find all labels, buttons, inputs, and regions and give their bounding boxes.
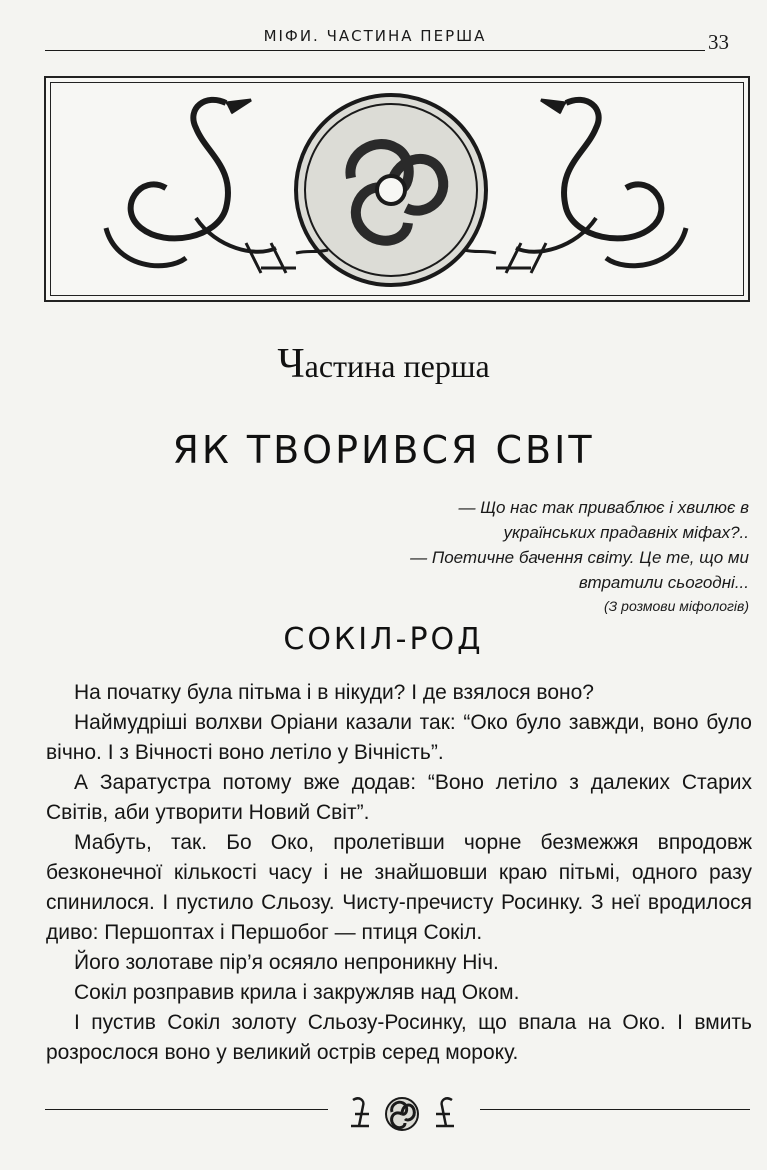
- epigraph-source: (З розмови міфологів): [604, 598, 749, 614]
- paragraph: Сокіл розправив крила і закружляв над Оком.: [74, 981, 520, 1004]
- page-number: 33: [708, 30, 729, 54]
- paragraph: Мабуть, так. Бо Око, пролетівши чорне безмежжя впродовж безконечної кількості часу і не знайшовши краю пітьмі, одного разу спинилося. І пустило Сльозу. Чисту-пречисту Росинку. З неї вродилося диво: Першоптах і Першобог — птиця Сокіл.: [46, 831, 752, 944]
- body-text: [46, 678, 752, 1068]
- running-title: МІФИ. ЧАСТИНА ПЕРША: [263, 27, 487, 45]
- epigraph-line: — Що нас так приваблює і хвилює в: [458, 498, 749, 517]
- footer-ornament-icon: [345, 1092, 460, 1136]
- chapter-title: ЯК ТВОРИВСЯ СВІТ: [172, 428, 595, 472]
- epigraph: [189, 495, 749, 617]
- part-title-rest: астина перша: [304, 348, 490, 384]
- epigraph-line: втратили сьогодні...: [578, 573, 749, 592]
- epigraph-line: українських прадавніх міфах?..: [503, 523, 749, 542]
- section-title: СОКІЛ-РОД: [283, 622, 484, 657]
- header-rule: [45, 50, 705, 51]
- paragraph: Його золотаве пір’я осяяло непроникну Ніч.: [74, 951, 499, 974]
- paragraph: На початку була пітьма і в нікуди? І де взялося воно?: [74, 681, 594, 704]
- paragraph: І пустив Сокіл золоту Сльозу-Росинку, що впала на Око. І вмить розрослося воно у великий острів серед мороку.: [46, 1011, 752, 1064]
- footer-rule-right: [480, 1109, 750, 1110]
- ornament-frame: [44, 76, 750, 302]
- celtic-birds-triskele-icon: [46, 78, 752, 304]
- epigraph-line: — Поетичне бачення світу. Це те, що ми: [410, 548, 749, 567]
- footer-rule-left: [45, 1109, 328, 1110]
- paragraph: А Заратустра потому вже додав: “Воно летіло з далеких Старих Світів, аби утворити Новий Світ”.: [46, 771, 752, 824]
- part-title-initial: Ч: [277, 341, 305, 387]
- paragraph: Наймудріші волхви Оріани казали так: “Око було завжди, воно було вічно. І з Вічності воно летіло у Вічність”.: [46, 711, 752, 764]
- part-title: [0, 340, 767, 388]
